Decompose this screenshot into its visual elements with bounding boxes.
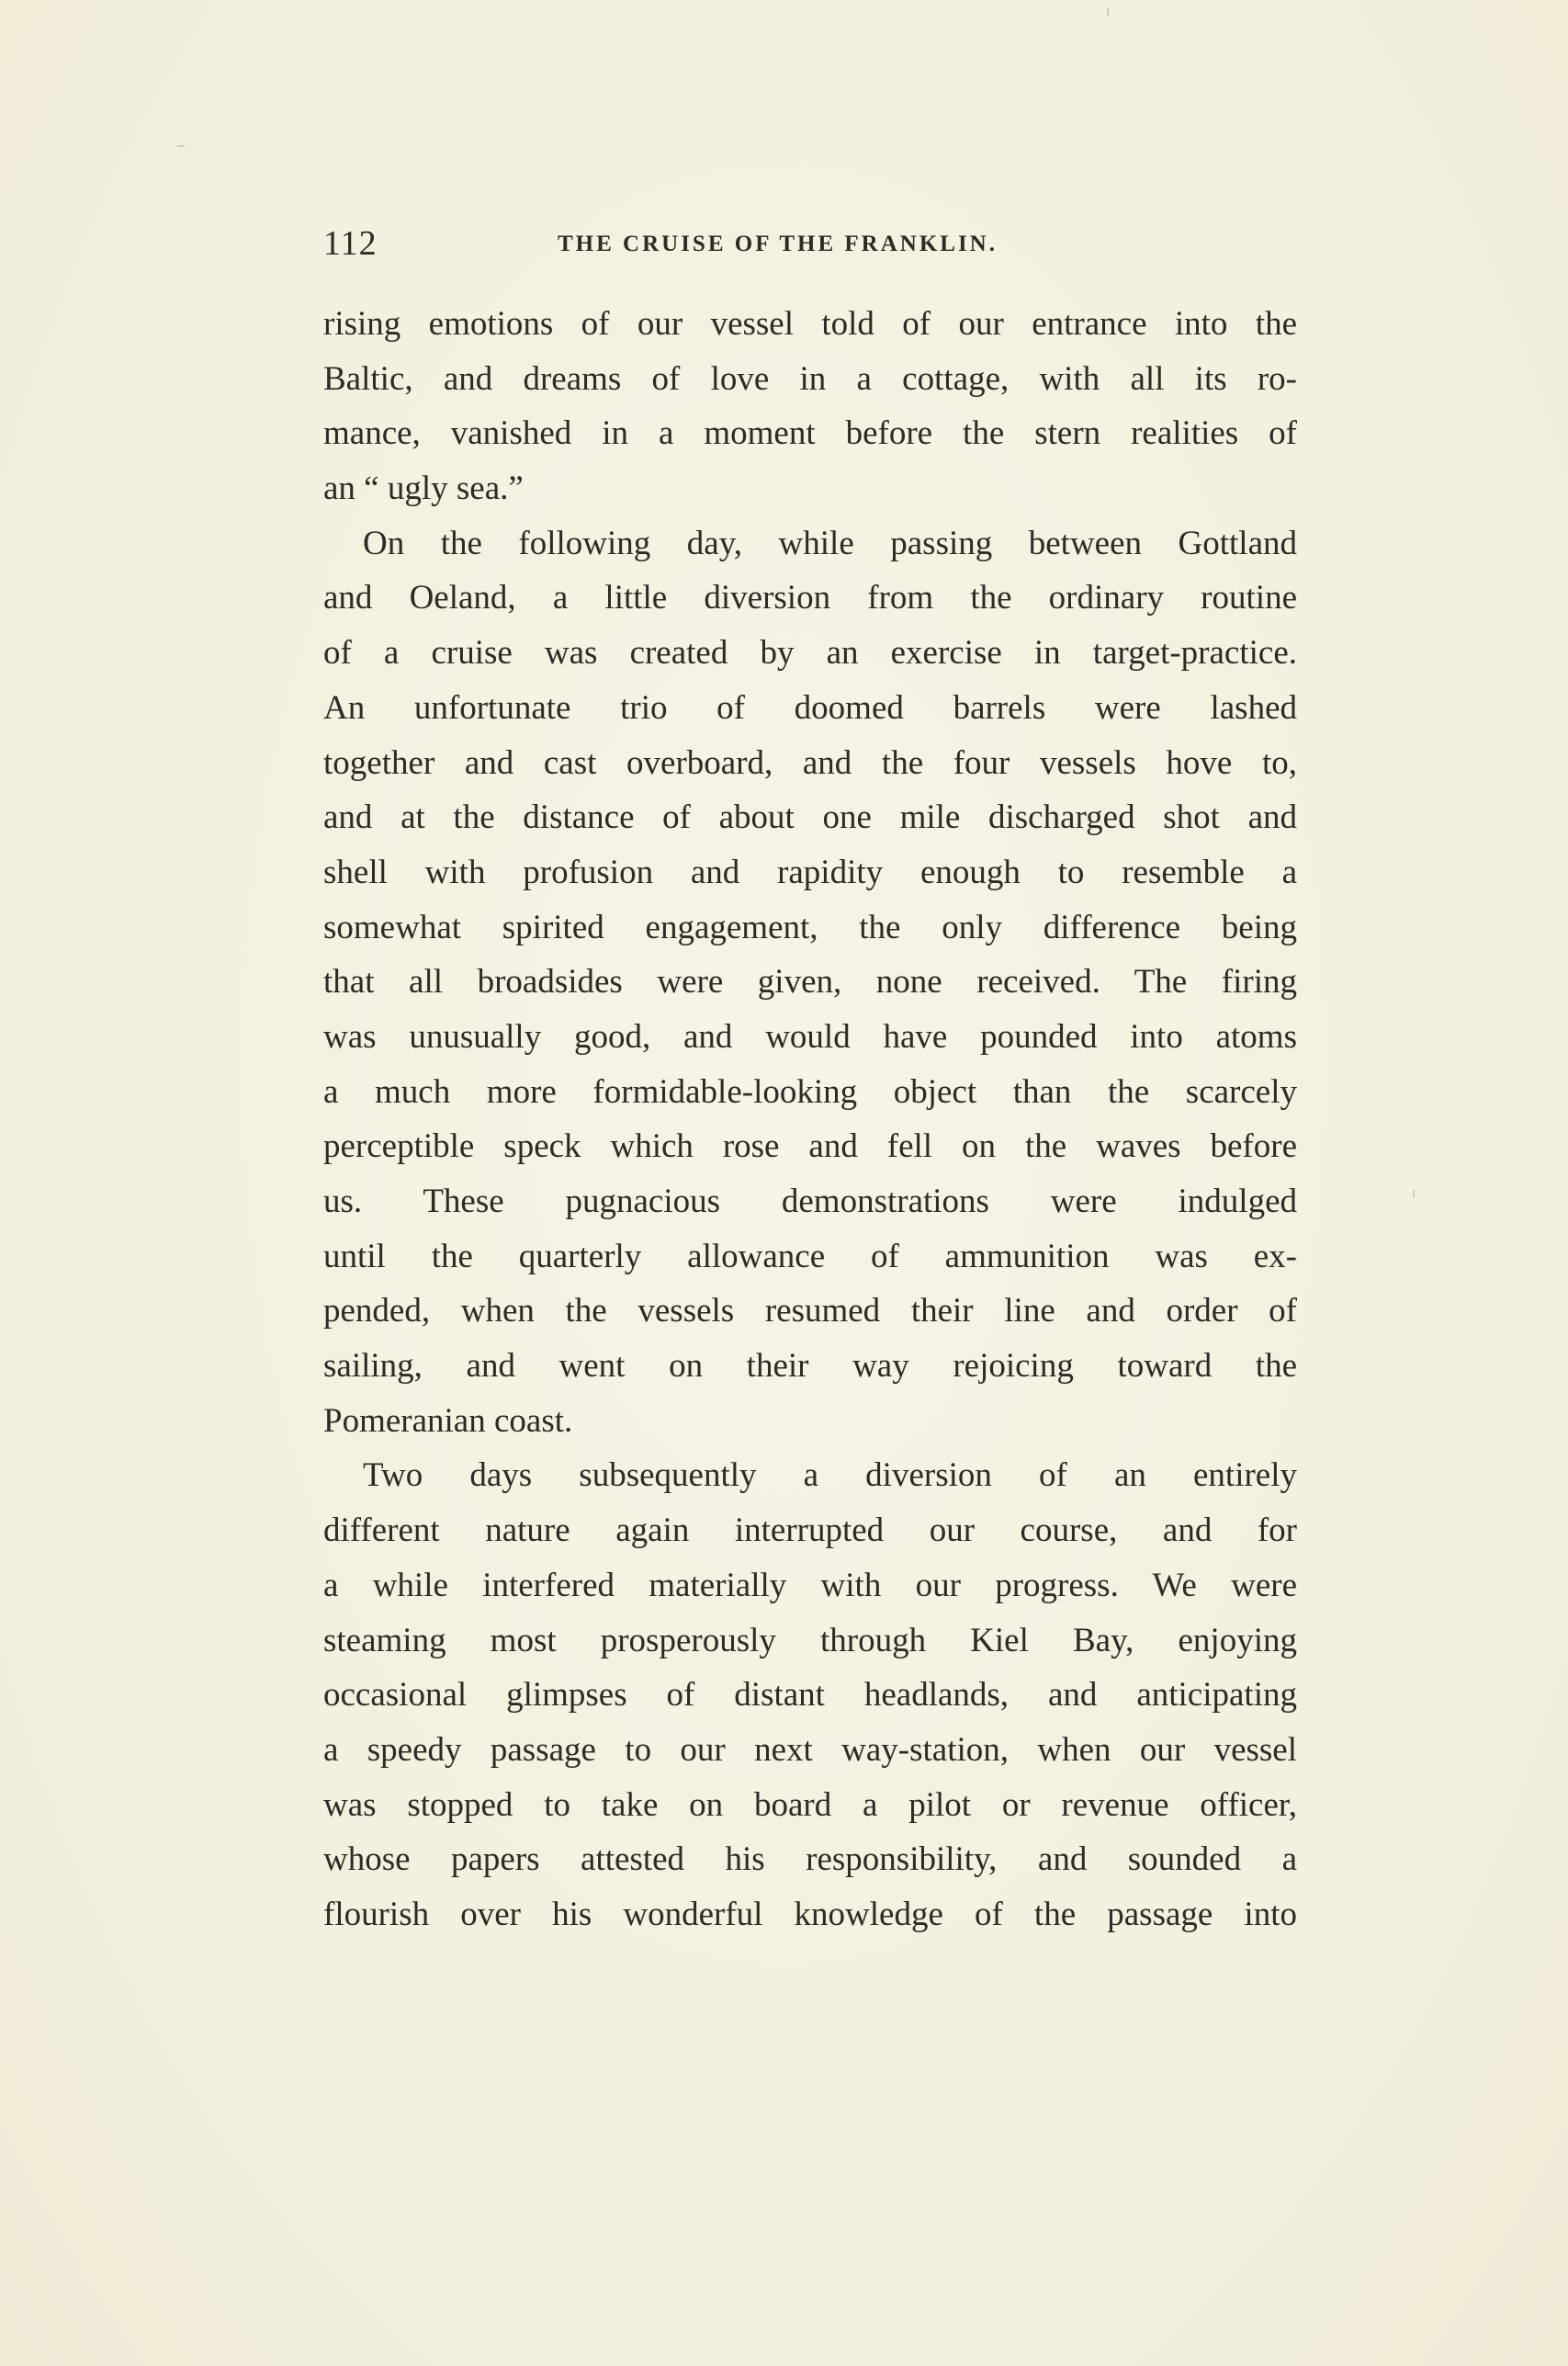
text-line: until the quarterly allowance of ammunition was ex- <box>323 1237 1297 1275</box>
text-line: rising emotions of our vessel told of our entrance into the <box>323 305 1297 343</box>
text-line: was stopped to take on board a pilot or revenue officer, <box>323 1785 1297 1824</box>
text-line: Two days subsequently a diversion of an entirely <box>363 1456 1297 1495</box>
text-line: that all broadsides were given, none received. The firing <box>323 963 1297 1002</box>
text-line: and Oeland, a little diversion from the ordinary routine <box>323 579 1297 617</box>
text-line: together and cast overboard, and the four vessels hove to, <box>323 743 1297 782</box>
text-line: mance, vanished in a moment before the stern realities of <box>323 414 1297 453</box>
page-header <box>323 221 1297 266</box>
text-line: perceptible speck which rose and fell on the waves before <box>323 1127 1297 1166</box>
text-line: us. These pugnacious demonstrations were indulged <box>323 1183 1297 1220</box>
running-title: THE CRUISE OF THE FRANKLIN. <box>558 232 998 256</box>
text-line: a speedy passage to our next way-station, when our vessel <box>323 1730 1297 1769</box>
text-line: a while interfered materially with our progress. We were <box>323 1566 1297 1604</box>
text-line: flourish over his wonderful knowledge of the passage into <box>323 1895 1297 1933</box>
text-line: whose papers attested his responsibility, and sounded a <box>323 1840 1297 1879</box>
paper-speck <box>177 145 185 147</box>
body-text <box>323 297 1297 1942</box>
text-line: Pomeranian coast. <box>323 1401 573 1440</box>
text-line: a much more formidable-looking object than the scarcely <box>323 1072 1297 1111</box>
text-line: somewhat spirited engagement, the only difference being <box>323 908 1297 946</box>
text-line: sailing, and went on their way rejoicing toward the <box>323 1347 1297 1386</box>
text-line: of a cruise was created by an exercise in target-practice. <box>323 634 1297 673</box>
text-line: was unusually good, and would have pounded into atoms <box>323 1017 1297 1056</box>
paper-speck <box>1413 1190 1415 1197</box>
text-line: On the following day, while passing between Gottland <box>363 524 1297 562</box>
text-line: an “ ugly sea.” <box>323 470 524 508</box>
page-number: 112 <box>323 224 378 263</box>
text-line: shell with profusion and rapidity enough to resemble a <box>323 853 1297 891</box>
paper-speck <box>1107 7 1109 17</box>
text-line: different nature again interrupted our course, and for <box>323 1511 1297 1550</box>
text-line: steaming most prosperously through Kiel Bay, enjoying <box>323 1621 1297 1659</box>
text-line: Baltic, and dreams of love in a cottage, with all its ro- <box>323 359 1297 398</box>
text-line: and at the distance of about one mile discharged shot and <box>323 798 1297 837</box>
text-line: An unfortunate trio of doomed barrels were lashed <box>323 688 1297 727</box>
text-line: occasional glimpses of distant headlands, and anticipating <box>323 1676 1297 1715</box>
text-line: pended, when the vessels resumed their line and order of <box>323 1292 1297 1330</box>
